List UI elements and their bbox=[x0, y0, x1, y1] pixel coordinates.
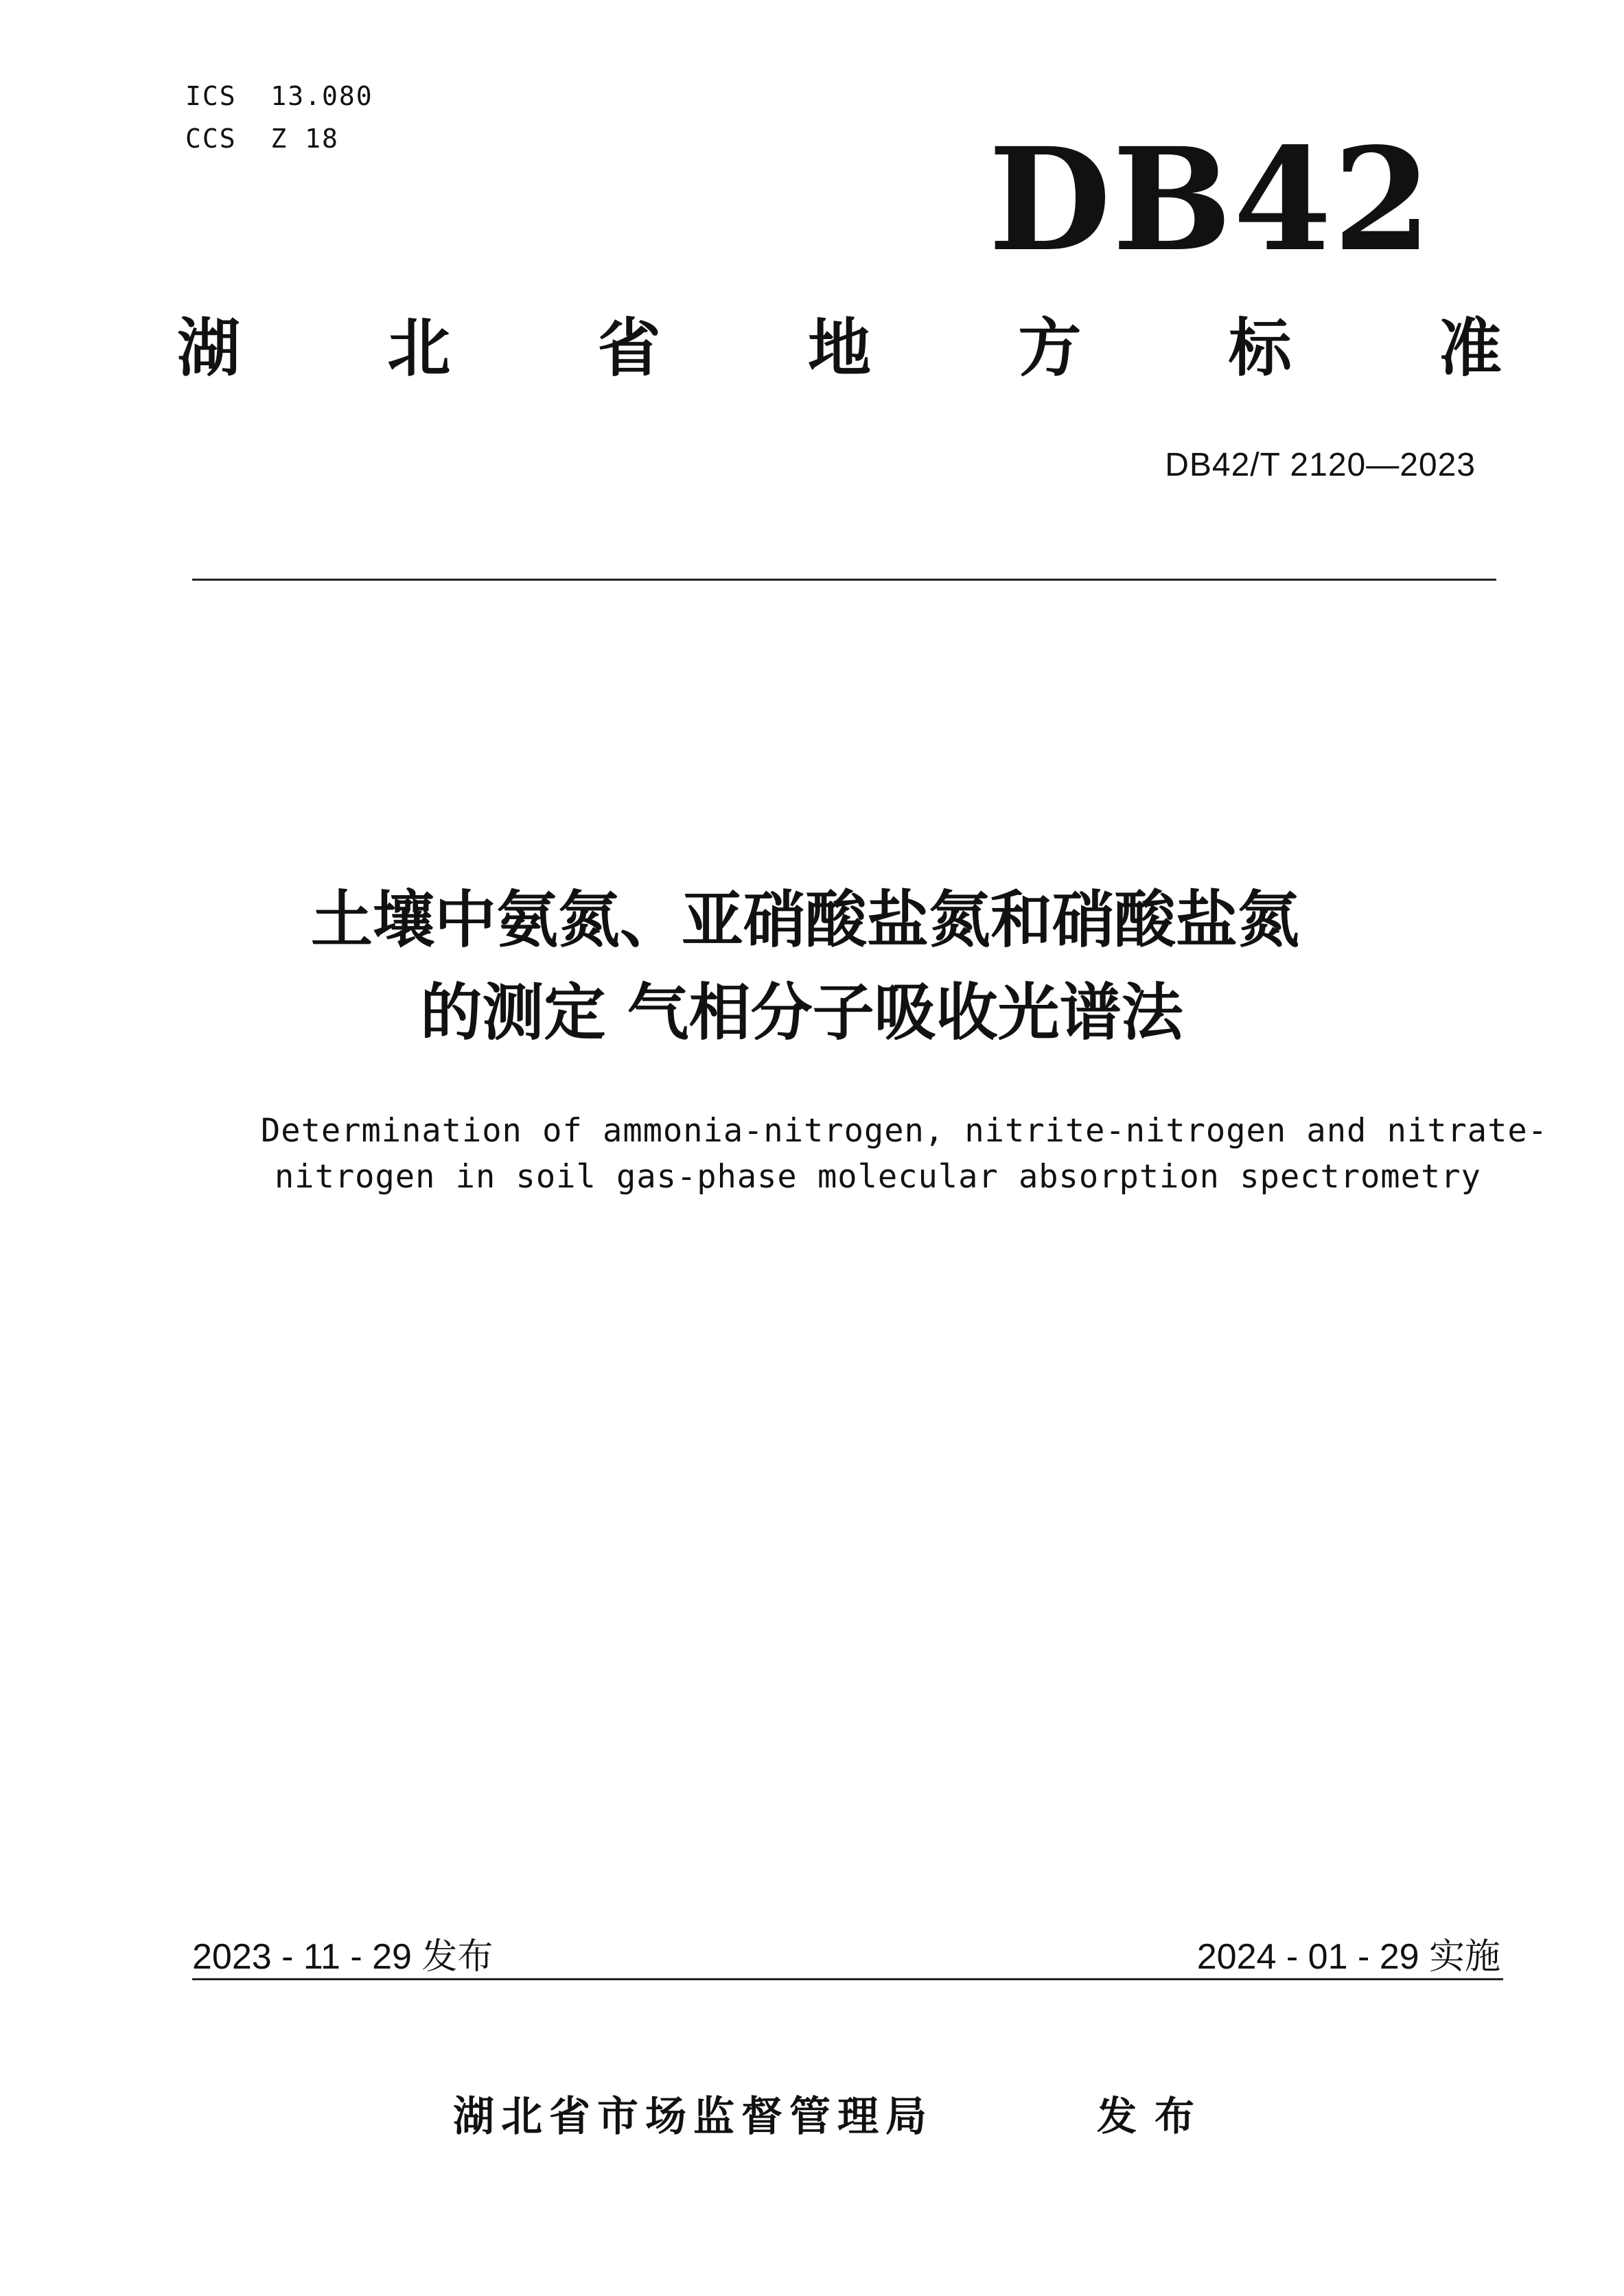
ccs-code: CCS Z 18 bbox=[185, 124, 339, 154]
issuing-authority: 湖北省市场监督管理局 bbox=[453, 2093, 933, 2141]
issuing-label: 发布 bbox=[1097, 2093, 1213, 2140]
bottom-divider bbox=[192, 1978, 1503, 1980]
standard-type-char: 标 bbox=[1228, 312, 1292, 385]
standard-type-char: 方 bbox=[1018, 312, 1082, 385]
title-english-line-2: nitrogen in soil gas-phase molecular absorption spectrometry bbox=[275, 1158, 1481, 1196]
implementation-date: 2024 - 01 - 29 实施 bbox=[1196, 1937, 1500, 1977]
top-divider bbox=[192, 579, 1496, 581]
title-chinese-line-1: 土壤中氨氮、亚硝酸盐氮和硝酸盐氮 bbox=[311, 884, 1299, 956]
title-chinese-line-2: 的测定 气相分子吸收光谱法 bbox=[420, 977, 1183, 1049]
standard-type-char: 北 bbox=[387, 312, 451, 385]
db-mark-logo: DB42 bbox=[988, 117, 1433, 283]
standard-type-heading bbox=[177, 312, 1502, 385]
ics-code: ICS 13.080 bbox=[185, 81, 373, 111]
title-english-line-1: Determination of ammonia-nitrogen, nitrite-nitrogen and nitrate- bbox=[261, 1112, 1548, 1150]
standard-code: DB42/T 2120—2023 bbox=[1165, 447, 1476, 483]
issue-date: 2023 - 11 - 29 发布 bbox=[192, 1937, 494, 1977]
standard-type-char: 准 bbox=[1438, 312, 1502, 385]
standard-type-char: 湖 bbox=[177, 312, 241, 385]
standard-type-char: 地 bbox=[807, 312, 871, 385]
standard-type-char: 省 bbox=[597, 312, 661, 385]
